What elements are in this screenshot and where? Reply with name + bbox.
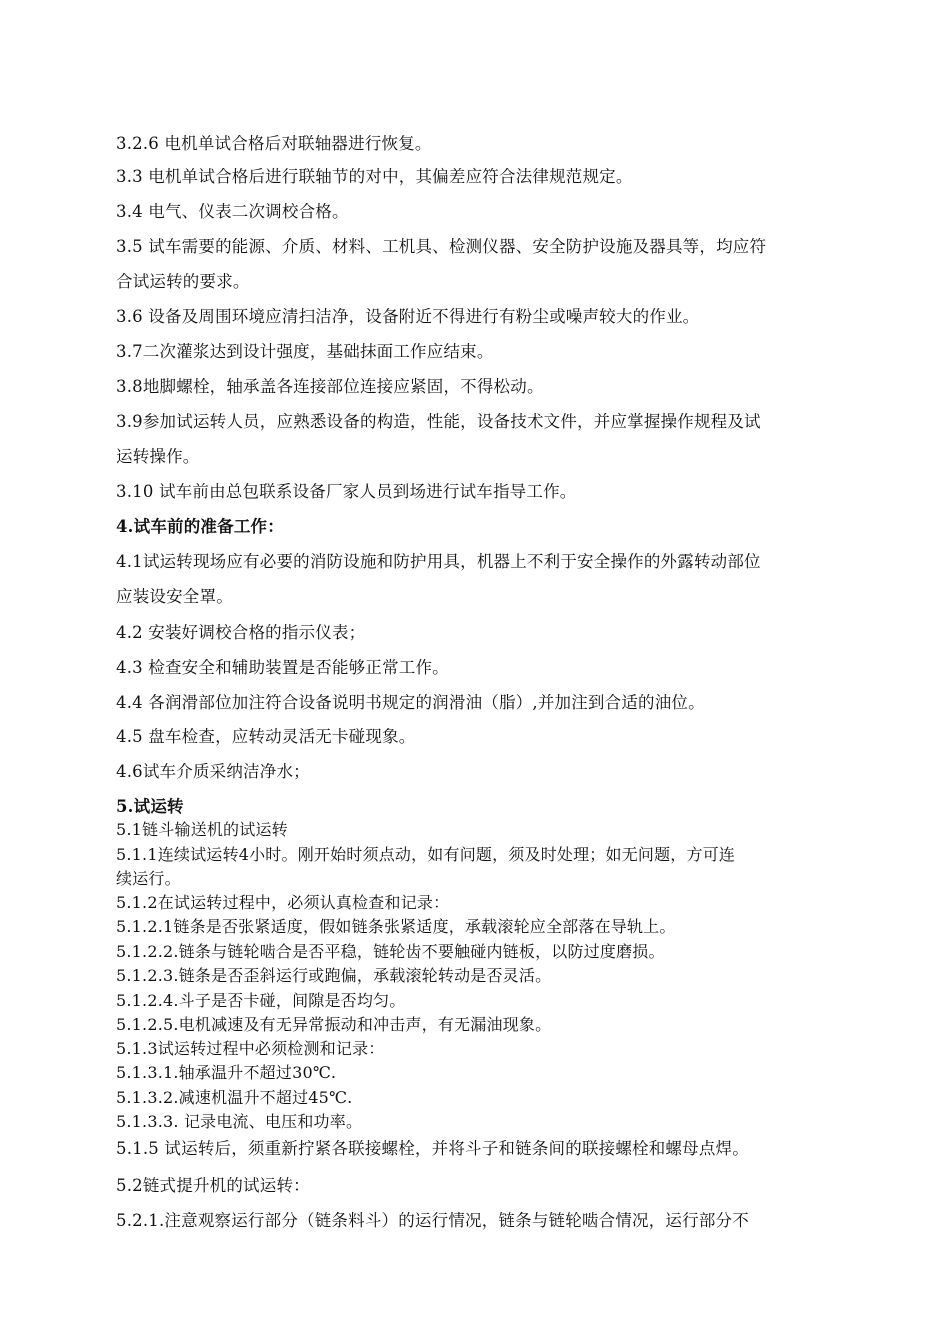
para-5-1-2-1: 5.1.2.1链条是否张紧适度，假如链条张紧适度，承载滚轮应全部落在导轨上。: [116, 917, 676, 936]
para-3-8: 3.8地脚螺栓，轴承盖各连接部位连接应紧固，不得松动。: [116, 377, 544, 396]
para-5-1-3-1: 5.1.3.1.轴承温升不超过30℃.: [116, 1063, 337, 1082]
para-5-1-2-4: 5.1.2.4.斗子是否卡碰，间隙是否均匀。: [116, 991, 406, 1010]
para-3-9-line2: 运转操作。: [116, 447, 200, 466]
para-5-1-3-3: 5.1.3.3. 记录电流、电压和功率。: [116, 1112, 363, 1131]
heading-section-4: 4.试车前的准备工作：: [116, 517, 284, 536]
para-5-1-1-line1: 5.1.1连续试运转4小时。刚开始时须点动，如有问题，须及时处理；如无问题，方可连: [116, 845, 736, 864]
para-3-5-line2: 合试运转的要求。: [116, 272, 250, 291]
para-4-6: 4.6试车介质采纳洁净水；: [116, 762, 310, 781]
para-5-2-1: 5.2.1.注意观察运行部分（链条料斗）的运行情况，链条与链轮啮合情况，运行部分不: [116, 1211, 749, 1230]
para-4-1-line1: 4.1试运转现场应有必要的消防设施和防护用具，机器上不利于安全操作的外露转动部位: [116, 552, 761, 571]
para-4-1-line2: 应装设安全罩。: [116, 587, 233, 606]
para-3-7: 3.7二次灌浆达到设计强度，基础抹面工作应结束。: [116, 342, 494, 361]
para-5-1-2-2: 5.1.2.2.链条与链轮啮合是否平稳，链轮齿不要触碰内链板，以防过度磨损。: [116, 942, 665, 961]
para-3-9-line1: 3.9参加试运转人员，应熟悉设备的构造，性能，设备技术文件，并应掌握操作规程及试: [116, 412, 761, 431]
para-5-1: 5.1链斗输送机的试运转: [116, 820, 288, 839]
para-3-6: 3.6 设备及周围环境应清扫洁净，设备附近不得进行有粉尘或噪声较大的作业。: [116, 307, 700, 326]
para-5-1-2: 5.1.2在试运转过程中，必须认真检查和记录：: [116, 893, 450, 912]
para-5-1-3-2: 5.1.3.2.减速机温升不超过45℃.: [116, 1088, 353, 1107]
para-5-1-2-5: 5.1.2.5.电机减速及有无异常振动和冲击声，有无漏油现象。: [116, 1015, 552, 1034]
para-3-10: 3.10 试车前由总包联系设备厂家人员到场进行试车指导工作。: [116, 482, 577, 501]
para-3-5-line1: 3.5 试车需要的能源、介质、材料、工机具、检测仪器、安全防护设施及器具等，均应符: [116, 237, 767, 256]
para-4-5: 4.5 盘车检查，应转动灵活无卡碰现象。: [116, 727, 416, 746]
para-3-4: 3.4 电气、仪表二次调校合格。: [116, 202, 349, 221]
para-5-1-3: 5.1.3试运转过程中必须检测和记录：: [116, 1039, 385, 1058]
para-3-3: 3.3 电机单试合格后进行联轴节的对中，其偏差应符合法律规范规定。: [116, 167, 633, 186]
para-5-1-2-3: 5.1.2.3.链条是否歪斜运行或跑偏，承载滚轮转动是否灵活。: [116, 966, 552, 985]
para-3-2-6: 3.2.6 电机单试合格后对联轴器进行恢复。: [116, 134, 432, 153]
para-4-4: 4.4 各润滑部位加注符合设备说明书规定的润滑油（脂）,并加注到合适的油位。: [116, 693, 705, 712]
para-5-1-1-line2: 续运行。: [116, 869, 181, 888]
para-4-3: 4.3 检查安全和辅助装置是否能够正常工作。: [116, 658, 449, 677]
heading-section-5: 5.试运转: [116, 797, 184, 816]
para-5-1-5: 5.1.5 试运转后，须重新拧紧各联接螺栓，并将斗子和链条间的联接螺栓和螺母点焊。: [116, 1139, 749, 1158]
para-5-2: 5.2链式提升机的试运转：: [116, 1176, 310, 1195]
para-4-2: 4.2 安装好调校合格的指示仪表；: [116, 623, 366, 642]
